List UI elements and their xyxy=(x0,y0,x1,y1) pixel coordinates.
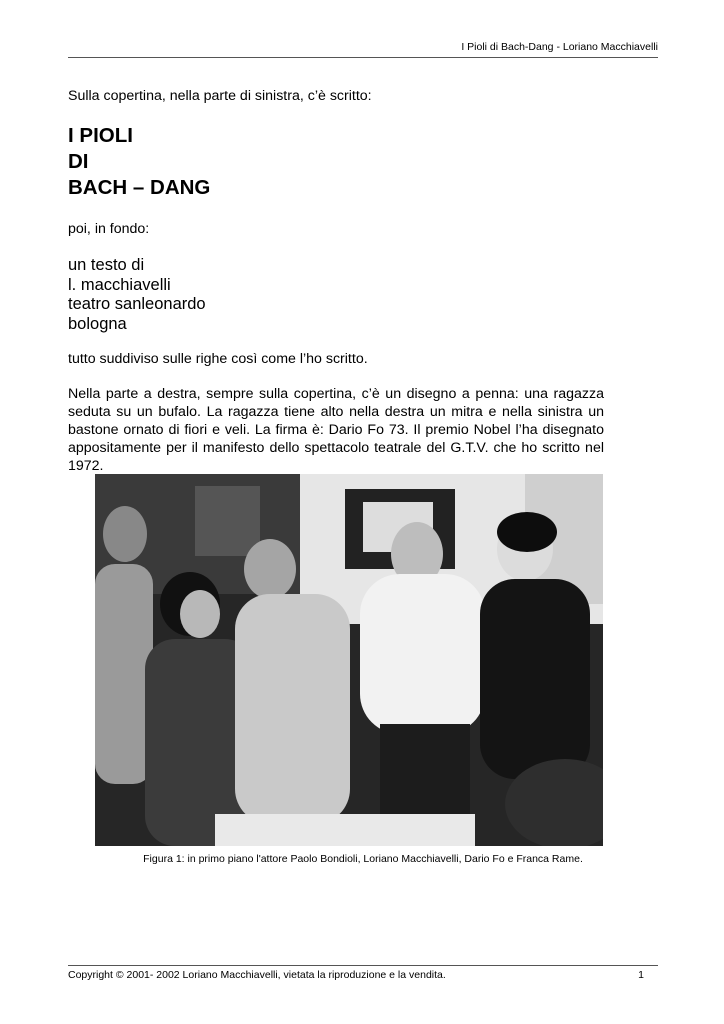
copyright-text: Copyright © 2001- 2002 Loriano Macchiavelli, vietata la riproduzione e la vendita. xyxy=(68,969,446,981)
after-title-paragraph: poi, in fondo: xyxy=(68,221,150,237)
intro-paragraph: Sulla copertina, nella parte di sinistra, c’è scritto: xyxy=(68,88,372,104)
cover-text-line: l. macchiavelli xyxy=(68,275,171,294)
cover-title xyxy=(68,123,604,201)
cover-title-line: I PIOLI xyxy=(68,124,133,147)
figure-photo xyxy=(95,474,603,846)
page-number: 1 xyxy=(638,969,644,981)
note-paragraph: tutto suddiviso sulle righe così come l’ho scritto. xyxy=(68,351,368,368)
cover-text-line: un testo di xyxy=(68,256,145,274)
header-title: I Pioli di Bach-Dang - Loriano Macchiavelli xyxy=(461,41,658,53)
figure-caption: Figura 1: in primo piano l'attore Paolo Bondioli, Loriano Macchiavelli, Dario Fo e Franca Rame. xyxy=(143,853,583,865)
page-body xyxy=(68,88,604,475)
photo-illustration xyxy=(95,474,603,846)
running-header xyxy=(68,40,658,58)
cover-text-block xyxy=(68,256,604,334)
page-footer xyxy=(68,965,658,983)
description-paragraph: Nella parte a destra, sempre sulla copertina, c’è un disegno a penna: una ragazza seduta su un bufalo. La ragazza tiene alto nella destra un mitra e nella sinistra un bastone ornato di fiori e veli. La firma è: Dario Fo 73. Il premio Nobel l’ha disegnato appositamente per il manifesto dello spettacolo teatrale del G.T.V. che ho scritto nel 1972. xyxy=(68,386,604,475)
cover-text-line: bologna xyxy=(68,314,127,333)
cover-title-line: BACH – DANG xyxy=(68,176,211,199)
cover-text-line: teatro sanleonardo xyxy=(68,295,206,314)
cover-title-line: DI xyxy=(68,150,89,173)
